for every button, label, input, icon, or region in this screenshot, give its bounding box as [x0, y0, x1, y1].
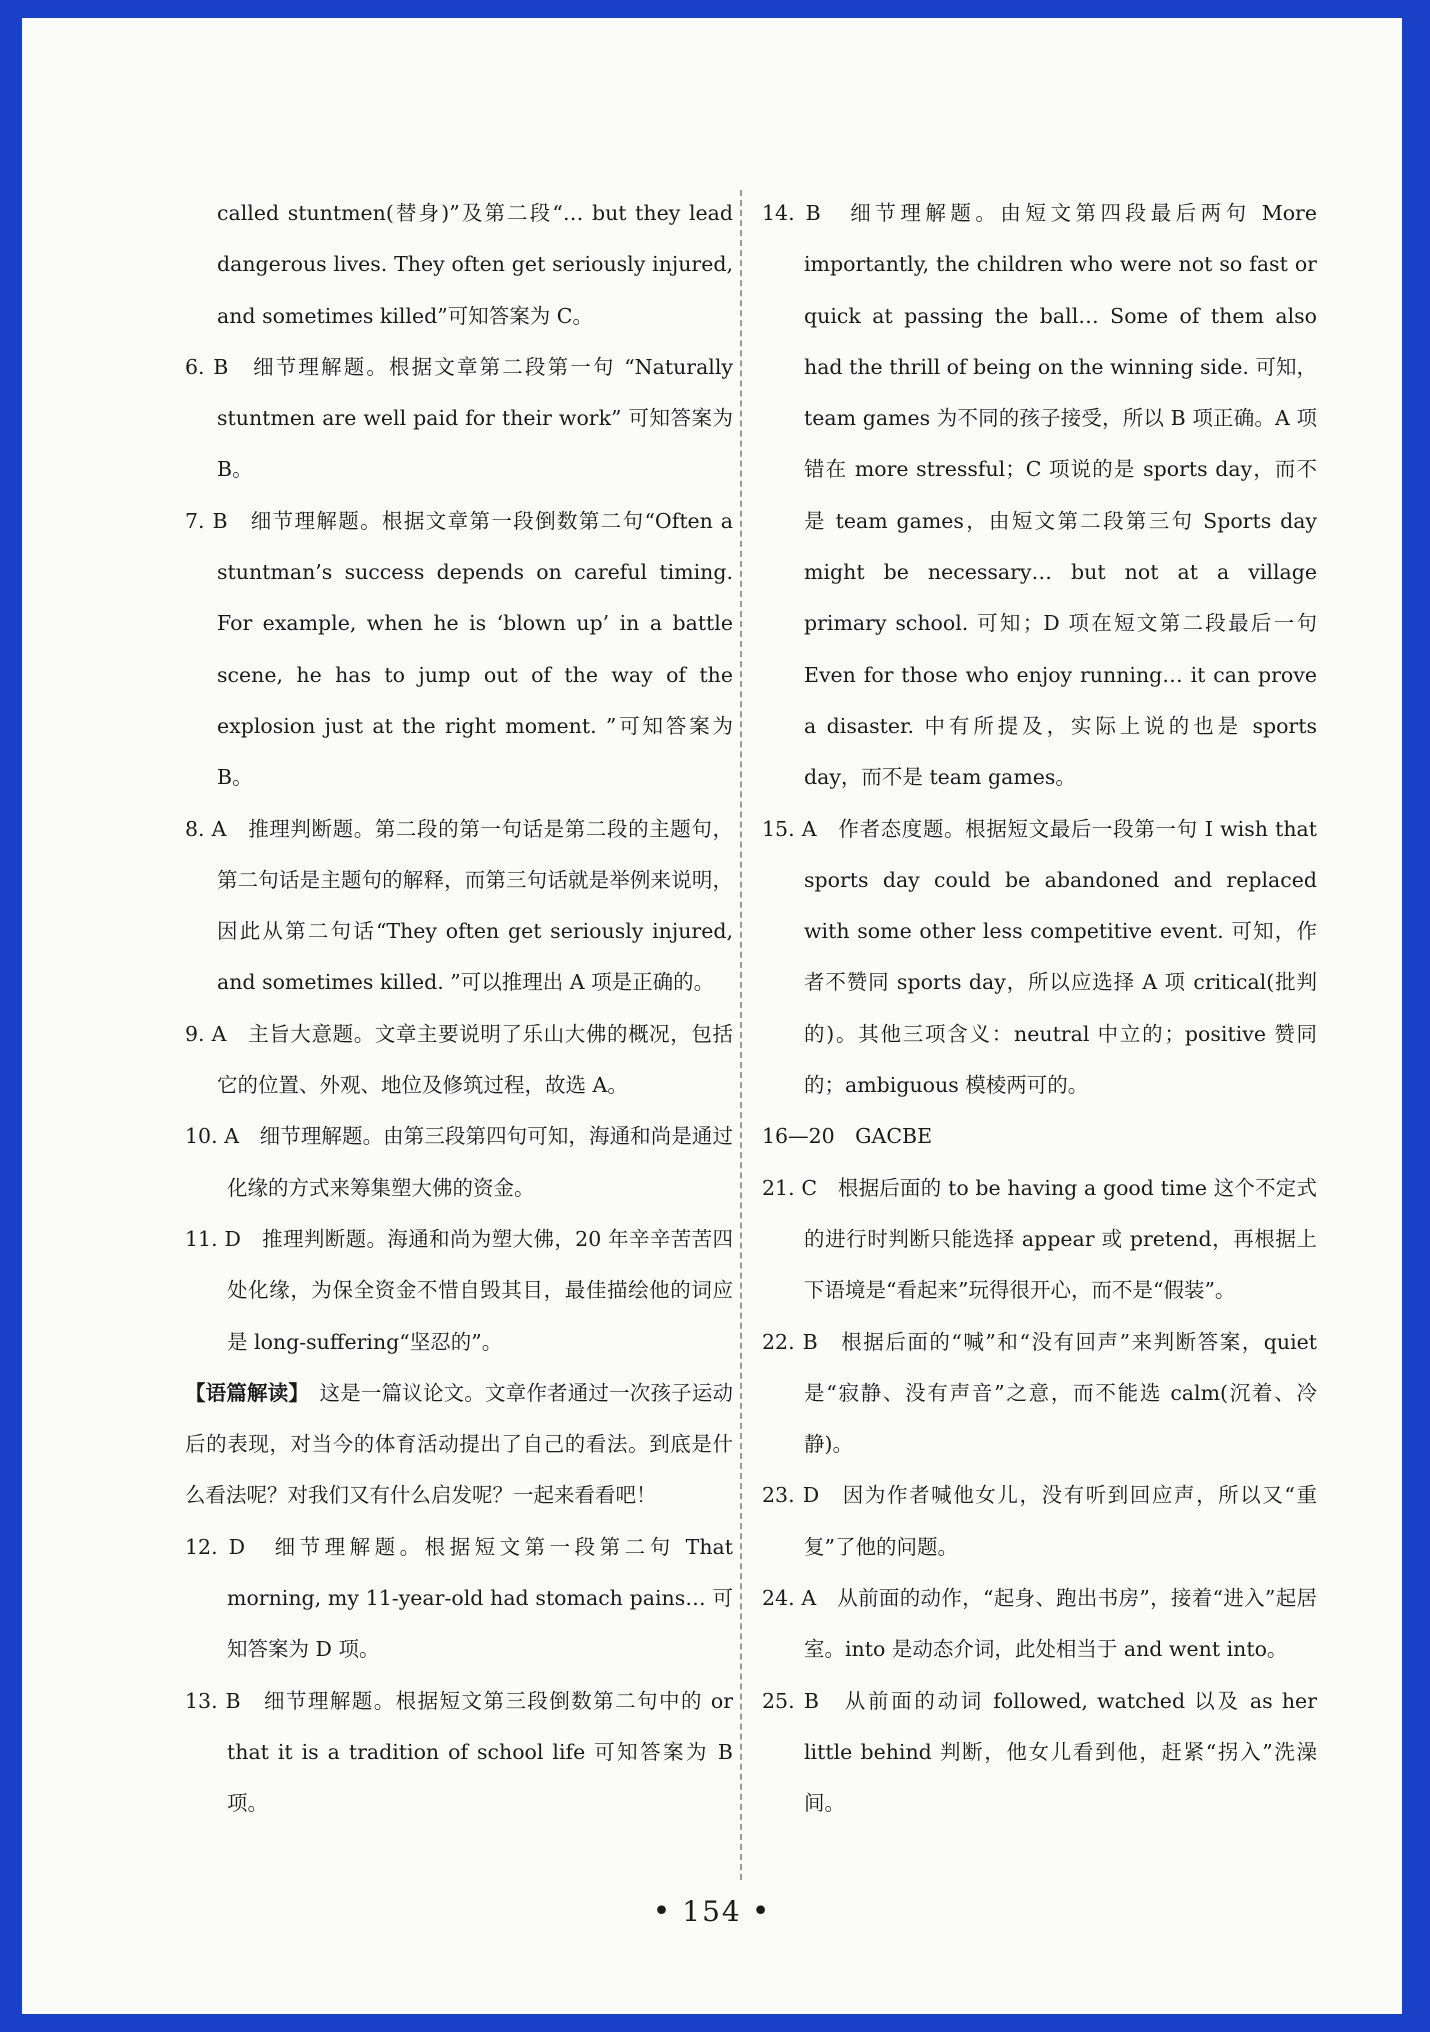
- right-column: [762, 188, 1317, 1830]
- answer-item-16-20: 16—20 GACBE: [762, 1124, 933, 1149]
- answer-item-21: 21. C 根据后面的 to be having a good time 这个不定式的进行时判断只能选择 appear 或 pretend，再根据上下语境是“看起来”玩得很开心，而不是“假装”。: [762, 1175, 1317, 1303]
- answer-item-13: 13. B 细节理解题。根据短文第三段倒数第二句中的 or that it is a tradition of school life 可知答案为 B 项。: [185, 1688, 733, 1816]
- bullet-right: •: [751, 1894, 772, 1929]
- page-number: [22, 1894, 1402, 1929]
- answer-item-11: 11. D 推理判断题。海通和尚为塑大佛，20 年辛辛苦苦四处化缘，为保全资金不惜自毁其目，最佳描绘他的词应是 long-suffering“坚忍的”。: [185, 1226, 733, 1354]
- answer-item-15: 15. A 作者态度题。根据短文最后一段第一句 I wish that sports day could be abandoned and replaced with some other less competitive event. 可知，作者不赞同 sports day，所以应选择 A 项 critical(批判的)。其他三项含义：neutral 中立的；positive 赞同的；ambiguous 模棱两可的。: [762, 816, 1317, 1098]
- left-column: [185, 188, 733, 1830]
- answer-item-22: 22. B 根据后面的“喊”和“没有回声”来判断答案，quiet 是“寂静、没有声音”之意，而不能选 calm(沉着、冷静)。: [762, 1329, 1317, 1457]
- answer-item-14: 14. B 细节理解题。由短文第四段最后两句 More importantly, the children who were not so fast or quick at passing the ball… Some of them also had the thrill of being on the winning side. 可知，team games 为不同的孩子接受，所以 B 项正确。A 项错在 more stressful；C 项说的是 sports day，而不是 team games，由短文第二段第三句 Sports day might be necessary… but not at a village primary school. 可知；D 项在短文第二段最后一句 Even for those who enjoy running… it can prove a disaster. 中有所提及，实际上说的也是 sports day，而不是 team games。: [762, 201, 1317, 790]
- answer-item-10: 10. A 细节理解题。由第三段第四句可知，海通和尚是通过化缘的方式来筹集塑大佛的资金。: [185, 1124, 733, 1200]
- answer-item-25: 25. B 从前面的动词 followed, watched 以及 as her little behind 判断，他女儿看到他，赶紧“拐入”洗澡间。: [762, 1688, 1317, 1816]
- bullet-left: •: [652, 1894, 673, 1929]
- column-divider: [740, 190, 742, 1880]
- answer-item-23: 23. D 因为作者喊他女儿，没有听到回应声，所以又“重复”了他的问题。: [762, 1483, 1317, 1559]
- passage-label: 【语篇解读】: [185, 1380, 299, 1405]
- answer-item-24: 24. A 从前面的动作，“起身、跑出书房”，接着“进入”起居室。into 是动态介词，此处相当于 and went into。: [762, 1586, 1317, 1662]
- answer-item-8: 8. A 推理判断题。第二段的第一句话是第二段的主题句，第二句话是主题句的解释，而第三句话就是举例来说明，因此从第二句话“They often get seriously injured, and sometimes killed. ”可以推理出 A 项是正确的。: [185, 816, 733, 995]
- passage-interpretation: [185, 1368, 733, 1522]
- page-number-value: 154: [682, 1895, 742, 1928]
- answer-item-7: 7. B 细节理解题。根据文章第一段倒数第二句“Often a stuntman’s success depends on careful timing. For example, when he is ‘blown up’ in a battle scene, he has to jump out of the way of the explosion just at the right moment. ”可知答案为 B。: [185, 508, 733, 790]
- answer-item-5-continued: called stuntmen(替身)”及第二段“… but they lead dangerous lives. They often get seriously injured, and sometimes killed”可知答案为 C。: [217, 201, 733, 328]
- answer-item-9: 9. A 主旨大意题。文章主要说明了乐山大佛的概况，包括它的位置、外观、地位及修筑过程，故选 A。: [185, 1021, 733, 1098]
- document-page: [22, 18, 1402, 2014]
- passage-text: 这是一篇议论文。文章作者通过一次孩子运动后的表现，对当今的体育活动提出了自己的看法。到底是什么看法呢？对我们又有什么启发呢？一起来看看吧！: [185, 1380, 734, 1508]
- answer-item-12: 12. D 细节理解题。根据短文第一段第二句 That morning, my 11-year-old had stomach pains… 可知答案为 D 项。: [185, 1534, 733, 1662]
- answer-item-6: 6. B 细节理解题。根据文章第二段第一句 “Naturally stuntmen are well paid for their work” 可知答案为 B。: [185, 354, 733, 482]
